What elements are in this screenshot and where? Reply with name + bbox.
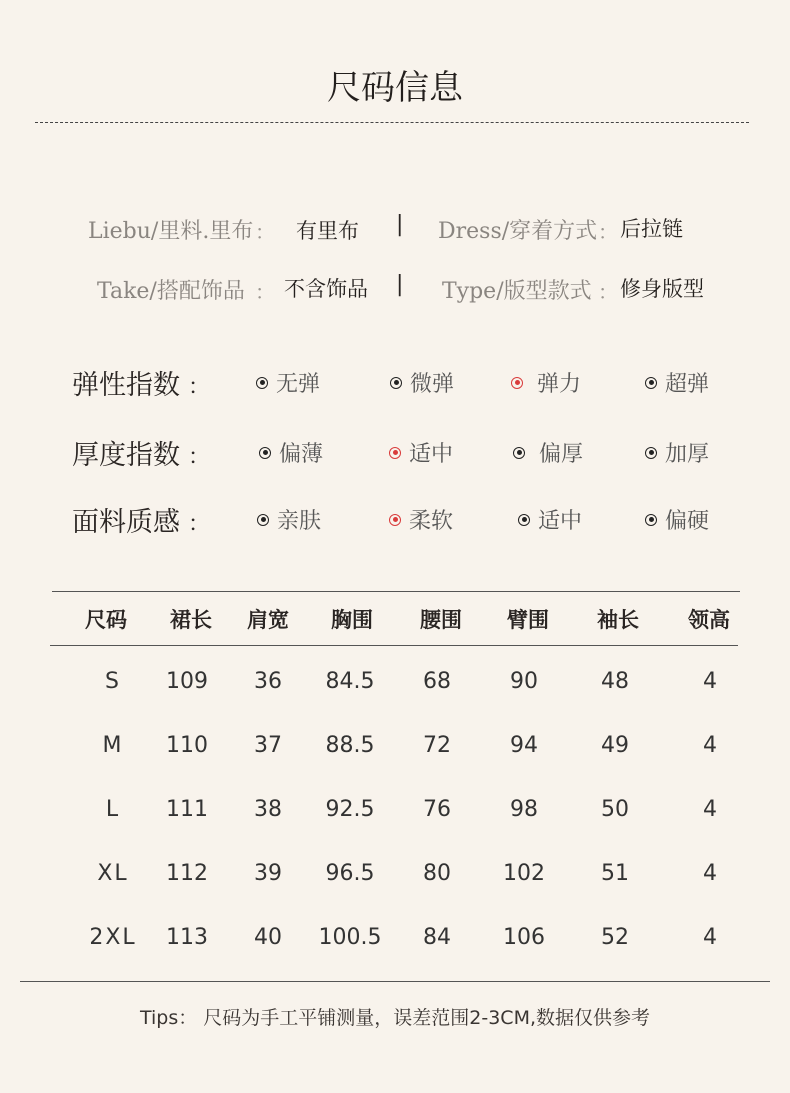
title-divider [35, 122, 749, 123]
option-stiff[interactable]: 偏硬 [645, 504, 709, 535]
attr-value-dress: 后拉链 [620, 217, 683, 241]
attr-value-lining: 有里布 [296, 219, 359, 243]
table-cell: 4 [703, 861, 717, 886]
table-cell: 113 [166, 925, 208, 950]
table-top-border [52, 591, 740, 592]
table-cell: 4 [703, 797, 717, 822]
table-cell: 98 [510, 797, 538, 822]
table-cell: 84.5 [325, 669, 375, 694]
tips-note: Tips： 尺码为手工平铺测量，误差范围2-3CM,数据仅供参考 [139, 1007, 651, 1029]
radio-icon [645, 377, 657, 389]
table-cell: 111 [166, 797, 208, 822]
option-extra-thick[interactable]: 加厚 [645, 437, 709, 468]
radio-icon [645, 447, 657, 459]
attr-colon: ： [598, 280, 618, 304]
table-cell: 52 [601, 925, 629, 950]
attr-label-dress: Dress/穿着方式 [438, 219, 598, 244]
table-cell: 94 [510, 733, 538, 758]
table-header-waist: 腰围 [420, 607, 462, 632]
table-cell: 68 [423, 669, 451, 694]
table-cell: 51 [601, 861, 629, 886]
table-cell: 72 [423, 733, 451, 758]
radio-icon [259, 447, 271, 459]
table-cell: 48 [601, 669, 629, 694]
table-cell: 102 [503, 861, 545, 886]
table-cell: 40 [254, 925, 282, 950]
table-cell: 4 [703, 925, 717, 950]
radio-selected-icon [511, 377, 523, 389]
radio-icon [645, 514, 657, 526]
table-cell: 100.5 [318, 925, 382, 950]
option-medium[interactable]: 适中 [389, 437, 453, 468]
radio-icon [256, 377, 268, 389]
rating-colon: ： [188, 512, 211, 537]
radio-icon [513, 447, 525, 459]
attr-colon: ： [255, 220, 275, 244]
option-skin-friendly[interactable]: 亲肤 [257, 504, 321, 535]
table-cell: 80 [423, 861, 451, 886]
table-cell: 4 [703, 669, 717, 694]
table-cell: 110 [166, 733, 208, 758]
attr-separator: | [396, 272, 404, 297]
table-header-collar: 领高 [688, 607, 730, 632]
table-bottom-border [20, 981, 770, 982]
table-cell: 84 [423, 925, 451, 950]
rating-label-thickness: 厚度指数 [72, 440, 180, 471]
option-moderate[interactable]: 适中 [518, 504, 582, 535]
table-header-sleeve: 袖长 [597, 607, 639, 632]
option-soft[interactable]: 柔软 [389, 504, 453, 535]
rating-colon: ： [188, 445, 211, 470]
attr-colon: ： [598, 220, 618, 244]
attr-label-accessory: Take/搭配饰品 [97, 279, 245, 304]
table-cell: 36 [254, 669, 282, 694]
rating-label-elasticity: 弹性指数 [72, 370, 180, 401]
radio-icon [257, 514, 269, 526]
table-cell: 76 [423, 797, 451, 822]
radio-selected-icon [389, 447, 401, 459]
table-cell-size: L [105, 797, 121, 822]
radio-selected-icon [389, 514, 401, 526]
table-cell: 50 [601, 797, 629, 822]
table-header-shoulder: 肩宽 [247, 607, 289, 632]
option-thin[interactable]: 偏薄 [259, 437, 323, 468]
table-cell: 109 [166, 669, 208, 694]
page-title: 尺码信息 [327, 68, 463, 108]
table-cell: 37 [254, 733, 282, 758]
attr-label-type: Type/版型款式 [442, 279, 592, 304]
table-cell: 106 [503, 925, 545, 950]
table-cell-size: M [102, 733, 124, 758]
table-cell: 92.5 [325, 797, 375, 822]
table-cell-size: XL [97, 861, 129, 886]
rating-colon: ： [188, 375, 211, 400]
rating-label-texture: 面料质感 [72, 507, 180, 538]
table-cell: 90 [510, 669, 538, 694]
table-header-size: 尺码 [85, 607, 127, 632]
option-thick[interactable]: 偏厚 [513, 437, 583, 468]
option-elastic[interactable]: 弹力 [511, 367, 581, 398]
attr-label-lining: Liebu/里料.里布 [88, 219, 254, 244]
table-header-border [50, 645, 738, 646]
radio-icon [390, 377, 402, 389]
table-cell-size: S [105, 669, 121, 694]
table-cell: 112 [166, 861, 208, 886]
option-super-elastic[interactable]: 超弹 [645, 367, 709, 398]
attr-value-accessory: 不含饰品 [284, 277, 368, 301]
table-header-skirt-length: 裙长 [170, 607, 212, 632]
attr-colon: ： [255, 280, 275, 304]
table-cell-size: 2XL [89, 925, 137, 950]
table-cell: 39 [254, 861, 282, 886]
table-header-arm: 臂围 [507, 607, 549, 632]
radio-icon [518, 514, 530, 526]
table-cell: 38 [254, 797, 282, 822]
table-cell: 96.5 [325, 861, 375, 886]
option-none-elastic[interactable]: 无弹 [256, 367, 320, 398]
attr-separator: | [396, 212, 404, 237]
table-cell: 88.5 [325, 733, 375, 758]
table-header-bust: 胸围 [331, 607, 373, 632]
table-cell: 49 [601, 733, 629, 758]
table-cell: 4 [703, 733, 717, 758]
option-slight-elastic[interactable]: 微弹 [390, 367, 454, 398]
attr-value-type: 修身版型 [620, 277, 704, 301]
